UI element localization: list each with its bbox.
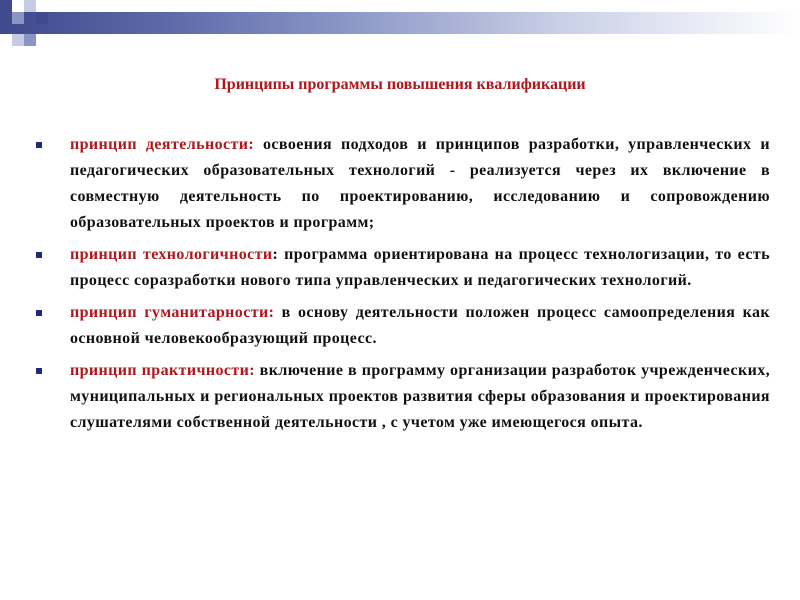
header-square-4	[36, 12, 48, 24]
bullet-square-icon	[36, 310, 42, 316]
item-text	[70, 358, 770, 436]
list-item	[36, 358, 770, 436]
bullet-square-icon	[36, 252, 42, 258]
item-text	[70, 300, 770, 352]
item-term: принцип практичности:	[70, 362, 256, 379]
item-description: : программа ориентирована на процесс технологизации, то есть процесс соразработки нового типа управленческих и педагогических технологий.	[70, 246, 770, 289]
header-square-5	[12, 34, 24, 46]
item-term: принцип гуманитарности:	[70, 304, 275, 321]
header-square-3	[24, 0, 36, 12]
bullet-square-icon	[36, 368, 42, 374]
header-square-2	[12, 12, 24, 24]
list-item	[36, 300, 770, 352]
slide-title: Принципы программы повышения квалификации	[214, 76, 586, 93]
header-square-6	[24, 34, 36, 46]
item-text	[70, 242, 770, 294]
list-item	[36, 132, 770, 236]
list-item	[36, 242, 770, 294]
principles-list	[36, 132, 770, 442]
item-description: в основу деятельности положен процесс самоопределения как основной человекообразующий процесс.	[70, 304, 770, 347]
item-description: включение в программу организации разработок учрежденческих, муниципальных и региональных проектов развития сферы образования и проектирования слушателями собственной деятельности , с учетом уже имеющегося опыта.	[70, 362, 770, 431]
header-gradient-bar	[0, 12, 800, 34]
bullet-square-icon	[36, 142, 42, 148]
header-square-1	[0, 0, 12, 12]
item-description: освоения подходов и принципов разработки, управленческих и педагогических образовательных технологий - реализуется через их включение в совместную деятельность по проектированию, исследованию и сопровождению образовательных проектов и программ;	[70, 136, 770, 231]
item-term: принцип деятельности:	[70, 136, 255, 153]
item-term: принцип технологичности	[70, 246, 273, 263]
item-text	[70, 132, 770, 236]
